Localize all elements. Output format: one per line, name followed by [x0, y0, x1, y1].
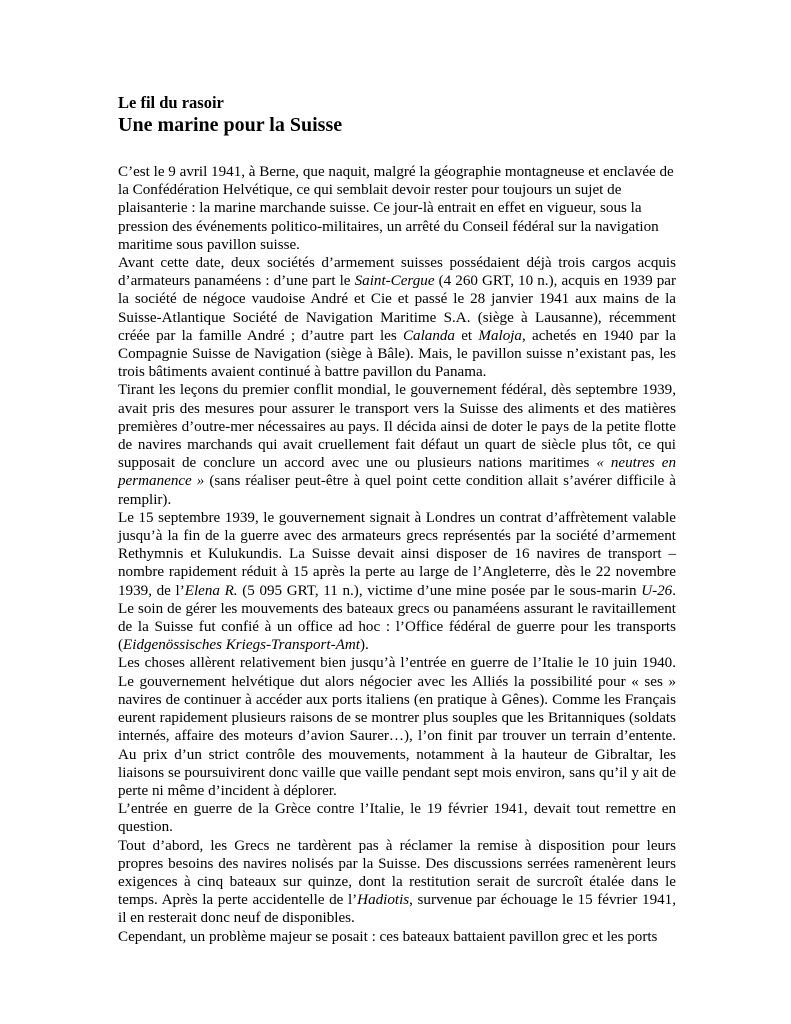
italic-text: Eidgenössisches Kriegs-Transport-Amt: [123, 637, 360, 654]
text-run: , survenue par échouage le 15 février 1941, il en resterait donc neuf de disponibles.: [118, 892, 676, 927]
document-page: [118, 93, 676, 946]
italic-text: Saint-Cergue: [354, 273, 435, 290]
text-run: C’est le 9 avril 1941, à Berne, que naquit, malgré la géographie montagneuse et enclavée de la Confédération Helvétique, ce qui semblait devoir rester pour toujours un sujet de plaisanterie : la marine marchande suisse. Ce jour-là entrait en effet en vigueur, sous la pression des événements politico-militaires, un arrêté du Conseil fédéral sur la navigation maritime sous pavillon suisse.: [118, 164, 674, 253]
text-run: Tout d’abord, les Grecs ne tardèrent pas à réclamer la remise à disposition pour leurs propres besoins des navires nolisés par la Suisse. Des discussions serrées ramenèrent leurs exigences à cinq bateaux sur quinze, dont la restitution serait de surcroît étalée dans le temps. Après la perte accidentelle de l’: [118, 837, 676, 909]
paragraph: [118, 381, 676, 508]
article-title: Une marine pour la Suisse: [118, 114, 343, 136]
text-run: Tirant les leçons du premier conflit mondial, le gouvernement fédéral, dès septembre 1939, avait pris des mesures pour assurer le transport vers la Suisse des aliments et des matières premières d’outre-mer nécessaires au pays. Il décida ainsi de doter le pays de la petite flotte de navires marchands qui avait cruellement fait défaut un quart de siècle plus tôt, ce qui supposait de conclure un accord avec une ou plusieurs nations maritimes: [118, 382, 676, 472]
text-run: Les choses allèrent relativement bien jusqu’à l’entrée en guerre de l’Italie le 10 juin 1940. Le gouvernement helvétique dut alors négocier avec les Alliés la possibilité pour « ses » navires de continuer à accéder aux ports italiens (en pratique à Gênes). Comme les Français eurent rapidement plusieurs raisons de se montrer plus souples que les Britanniques (soldats internés, affaire des moteurs d’avion Saurer…), l’on finit par trouver un terrain d’entente. Au prix d’un strict contrôle des mouvements, notamment à la hauteur de Gibraltar, les liaisons se poursuivirent donc vaille que vaille pendant sept mois environ, sans qu’il y ait de perte ni même d’incident à déplorer.: [118, 655, 676, 799]
italic-text: U-26: [641, 582, 673, 599]
text-run: Le 15 septembre 1939, le gouvernement signait à Londres un contrat d’affrètement valable jusqu’à la fin de la guerre avec des armateurs grecs représentés par la société d’armement Rethymnis et Kulukundis. La Suisse devait ainsi disposer de 16 navires de transport – nombre rapidement réduit à 15 après la perte au large de l’Angleterre, dès le 22 novembre 1939, de l’: [118, 509, 676, 599]
section-kicker: Le fil du rasoir: [118, 93, 224, 112]
text-run: , achetés en 1940 par la Compagnie Suisse de Navigation (siège à Bâle). Mais, le pavillon suisse n’existant pas, les trois bâtiments avaient continué à battre pavillon du Panama.: [118, 327, 676, 381]
article-body: [118, 163, 676, 946]
text-run: ).: [359, 637, 369, 654]
paragraph: [118, 654, 676, 800]
italic-text: Maloja: [478, 327, 522, 344]
text-run: et: [454, 327, 479, 344]
italic-text: « neutres en permanence »: [118, 455, 676, 490]
text-run: Cependant, un problème majeur se posait : ces bateaux battaient pavillon grec et les ports: [118, 928, 658, 945]
paragraph: [118, 837, 676, 928]
italic-text: Calanda: [402, 327, 455, 344]
italic-text: Elena R.: [184, 582, 238, 599]
paragraph: [118, 254, 676, 381]
paragraph: [118, 509, 676, 655]
paragraph: [118, 928, 676, 946]
text-run: (sans réaliser peut-être à quel point cette condition allait s’avérer difficile à remplir).: [118, 473, 676, 508]
text-run: . Le soin de gérer les mouvements des bateaux grecs ou panaméens assurant le ravitaillement de la Suisse fut confié à un office ad hoc : l’Office fédéral de guerre pour les transports (: [118, 582, 676, 654]
paragraph: [118, 163, 676, 254]
text-run: (5 095 GRT, 11 n.), victime d’une mine posée par le sous-marin: [237, 582, 642, 599]
paragraph: [118, 800, 676, 836]
text-run: (4 260 GRT, 10 n.), acquis en 1939 par la société de négoce vaudoise André et Cie et passé le 28 janvier 1941 aux mains de la Suisse-Atlantique Société de Navigation Maritime S.A. (siège à Lausanne), récemment créée par la famille André ; d’autre part les: [118, 273, 676, 344]
text-run: L’entrée en guerre de la Grèce contre l’Italie, le 19 février 1941, devait tout remettre en question.: [118, 801, 676, 836]
italic-text: Hadiotis: [357, 892, 410, 909]
text-run: Avant cette date, deux sociétés d’armement suisses possédaient déjà trois cargos acquis d’armateurs panaméens : d’une part le: [118, 255, 676, 290]
